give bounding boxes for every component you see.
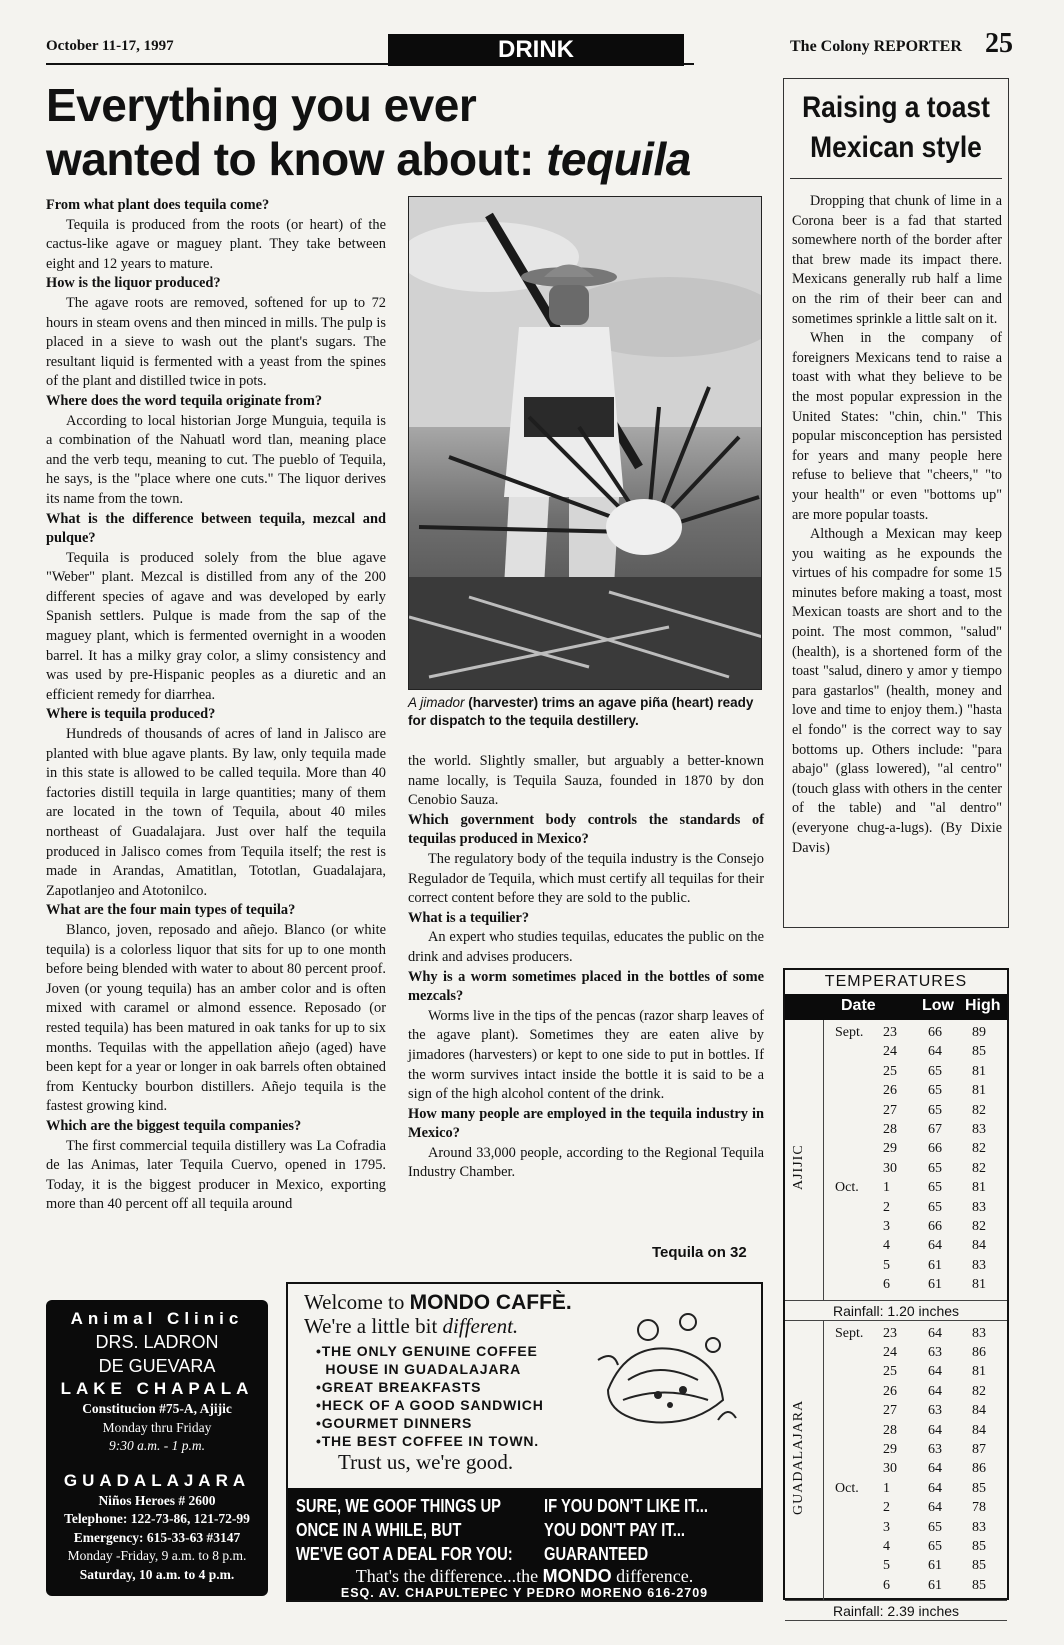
cell-high: 89 (972, 1025, 986, 1040)
sidebar-paragraph: Dropping that chunk of lime in a Corona beer is a fad that started somewhere north of the border after that brew made its impact there. Mexicans generally rub half a lime on the rim of their beer can and sometimes sprinkle a little salt on it. (792, 193, 1002, 327)
article-question: Which are the biggest tequila companies? (46, 1117, 302, 1134)
temperature-row (785, 1538, 1007, 1557)
cell-low: 65 (928, 1063, 942, 1079)
cell-day: 4 (883, 1538, 890, 1554)
cell-low: 64 (928, 1480, 942, 1496)
cell-low: 61 (928, 1558, 942, 1574)
cell-day: 27 (883, 1102, 897, 1118)
temperature-row (785, 1383, 1007, 1402)
section-banner: DRINK (388, 34, 684, 66)
cell-day: 28 (883, 1121, 897, 1137)
article-paragraph: the world. Slightly smaller, but arguably a better-known name locally, is Tequila Sauza, founded in 1870 by don Cenobio Sauza. (408, 753, 764, 809)
temperature-row (785, 1519, 1007, 1538)
cell-month: Sept. (835, 1325, 864, 1341)
header-high: High (965, 997, 1001, 1014)
cell-high: 81 (972, 1277, 986, 1293)
temperature-row (785, 1276, 1007, 1295)
cell-low: 64 (928, 1422, 942, 1438)
cell-high: 83 (972, 1257, 986, 1273)
cell-low: 64 (928, 1325, 942, 1341)
temperature-row (785, 1121, 1007, 1140)
temperature-row (785, 1344, 1007, 1363)
article-question: Where does the word tequila originate from? (46, 392, 323, 409)
ad-welcome-text: Welcome to (304, 1290, 410, 1314)
issue-date: October 11-17, 1997 (46, 38, 174, 54)
cell-low: 65 (928, 1083, 942, 1099)
article-question: What is a tequilier? (408, 909, 530, 926)
ad-feature-item: •GREAT BREAKFASTS (316, 1379, 482, 1395)
cell-day: 26 (883, 1083, 897, 1099)
cell-month: Oct. (835, 1180, 859, 1196)
cell-high: 83 (972, 1325, 986, 1341)
page-number: 25 (985, 28, 1013, 59)
cell-high: 86 (972, 1461, 986, 1477)
cell-day: 5 (883, 1257, 890, 1273)
cell-high: 81 (972, 1083, 986, 1099)
temperature-row (785, 1063, 1007, 1082)
harvester-photo (408, 196, 762, 690)
clinic-location-2: GUADALAJARA (63, 1470, 251, 1490)
cell-low: 65 (928, 1538, 942, 1554)
temperature-block (785, 1321, 1007, 1601)
clinic-hours-1: Monday thru Friday (102, 1419, 212, 1435)
ad-guarantee-band (288, 1488, 761, 1602)
ad-feature-item: •THE ONLY GENUINE COFFEE (316, 1343, 538, 1359)
cell-low: 63 (928, 1344, 942, 1360)
cell-high: 84 (972, 1422, 986, 1438)
cell-day: 5 (883, 1558, 890, 1574)
cell-high: 86 (972, 1344, 986, 1360)
article-question: How many people are employed in the tequila industry in Mexico? (408, 1105, 764, 1142)
article-paragraph: The regulatory body of the tequila industry is the Consejo Regulador de Tequila, which must certify all tequilas for their correct content before they are sold to the public. (408, 850, 764, 907)
article-paragraph: Tequila is produced solely from the blue agave "Weber" plant. Mezcal is distilled from any of the 200 different species of agave and was developed by early Spanish settlers. Pulque is made from the sap of the maguey plant, which is fermented overnight in a wooden barrel. It has a milky gray color, a slimy consistency and was used by pre-Hispanic peoples as a diuretic and an efficient remedy for diarrhea. (46, 549, 386, 703)
clinic-doctors-2: DE GUEVARA (98, 1356, 216, 1376)
location-label: GUADALAJARA (791, 1400, 806, 1516)
temperature-row (785, 1325, 1007, 1344)
caption-text: (harvester) trims an agave piña (heart) ready for dispatch to the tequila destillery. (408, 695, 754, 728)
article-paragraph: According to local historian Jorge Munguia, tequila is a combination of the Nahuatl word tlan, meaning place and the verb tequ, meaning to cut. The pueblo of Tequila, he says, is the "place where one cuts." The liquor derives its name from the town. (46, 412, 386, 507)
ad-difference-text-1: That's the difference...the (355, 1566, 543, 1586)
ad-difference-text-2: difference. (611, 1566, 694, 1586)
ad-feature-item: •GOURMET DINNERS (316, 1415, 473, 1431)
temperature-row (785, 1460, 1007, 1479)
cell-day: 3 (883, 1218, 890, 1234)
cell-day: 27 (883, 1403, 897, 1419)
cell-day: 30 (883, 1461, 897, 1477)
cell-day: 30 (883, 1160, 897, 1176)
temperature-row (785, 1441, 1007, 1460)
temperatures-title: TEMPERATURES (824, 973, 968, 990)
cell-high: 85 (972, 1577, 986, 1593)
cell-day: 26 (883, 1383, 897, 1399)
cell-high: 83 (972, 1121, 986, 1137)
temperature-row (785, 1082, 1007, 1101)
cell-high: 85 (972, 1480, 986, 1496)
cell-day: 29 (883, 1441, 897, 1457)
sidebar-paragraph: Although a Mexican may keep you waiting as he expounds the virtues of his compadre for some 15 minutes before making a toast, most Mexican toasts are short and to the point. The most common, "salud" (health), is a shortened form of the toast "salud, dinero y amor y tiempo para gastarlos" (health, money and love and time to enjoy them.) "hasta el fondo" is the correct way to say bottoms up. Others include: "para abajo" (glass lowered), "al centro" (touch glass with others in the center of the table) and "al dentro" (everyone chug-a-lugs). (By Dixie Davis) (792, 526, 1002, 856)
ad-band-line: ONCE IN A WHILE, BUT (296, 1520, 462, 1540)
article-paragraph: Tequila is produced from the roots (or heart) of the cactus-like agave or maguey plant. They take between eight and 12 years to mature. (46, 216, 386, 272)
cell-high: 82 (972, 1102, 986, 1118)
cell-high: 81 (972, 1364, 986, 1380)
article-question: How is the liquor produced? (46, 275, 221, 292)
temperature-row (785, 1422, 1007, 1441)
ad-tagline-emphasis: different. (442, 1314, 519, 1338)
cell-low: 64 (928, 1238, 942, 1254)
ad-feature-item: •THE BEST COFFEE IN TOWN. (316, 1433, 539, 1449)
article-question: Why is a worm sometimes placed in the bottles of some mezcals? (408, 968, 764, 1005)
ad-feature-item: HOUSE IN GUADALAJARA (316, 1361, 522, 1377)
sidebar-rule (790, 178, 1002, 179)
temperature-row (785, 1218, 1007, 1237)
cell-day: 4 (883, 1238, 890, 1254)
ad-welcome (304, 1290, 572, 1315)
article-paragraph: Worms live in the tips of the pencas (razor sharp leaves of the agave plant). Sometimes they are eaten alive by jimadores (harvesters) or kept to one side to put in bottles. If the worm survives intact inside the bottle it is said to be a sign of the high alcohol content of the drink. (408, 1007, 764, 1103)
temperature-row (785, 1199, 1007, 1218)
cell-low: 64 (928, 1364, 942, 1380)
cell-high: 84 (972, 1403, 986, 1419)
ad-address: ESQ. AV. CHAPULTEPEC Y PEDRO MORENO 616-2709 (340, 1586, 709, 1600)
ad-feature-item: •HECK OF A GOOD SANDWICH (316, 1397, 544, 1413)
temperature-row (785, 1557, 1007, 1576)
cell-high: 85 (972, 1558, 986, 1574)
caption-italic: A jimador (408, 695, 465, 710)
cell-day: 23 (883, 1025, 897, 1040)
ad-band-right (544, 1494, 757, 1566)
harvester-illustration (409, 197, 762, 690)
cell-high: 81 (972, 1063, 986, 1079)
clinic-hours-2: 9:30 a.m. - 1 p.m. (109, 1438, 205, 1453)
cell-high: 81 (972, 1180, 986, 1196)
ad-difference (288, 1566, 761, 1587)
cell-high: 84 (972, 1238, 986, 1254)
cell-high: 78 (972, 1500, 986, 1516)
sidebar-title-line-2: Mexican style (810, 131, 982, 164)
cell-high: 83 (972, 1519, 986, 1535)
ad-tagline-text: We're a little bit (304, 1314, 443, 1338)
temperatures-header (785, 994, 1007, 1020)
article-column-2 (408, 752, 764, 1183)
article-paragraph: Hundreds of thousands of acres of land in Jalisco are planted with blue agave plants. By law, only tequila made in this state is allowed to be called tequila. More than 40 factories distill tequila in large quantities; many of them are located in the town of Tequila, about 40 miles northeast of Guadalajara. Just over half the tequila produced in Jalisco comes from Tequila itself; the rest is made in Arandas, Amatitlan, Tototlan, Guadalajara, Zapotlanjeo and Atotonilco. (46, 726, 386, 899)
animal-clinic-ad (46, 1300, 268, 1596)
cell-low: 65 (928, 1102, 942, 1118)
article-paragraph: Around 33,000 people, according to the Regional Tequila Industry Chamber. (408, 1144, 764, 1181)
cell-high: 87 (972, 1441, 986, 1457)
continued-jump[interactable]: Tequila on 32 (652, 1244, 747, 1261)
cell-low: 66 (928, 1141, 942, 1157)
article-question: From what plant does tequila come? (46, 197, 270, 213)
temperature-row (785, 1402, 1007, 1421)
ad-cafe-name: MONDO CAFFÈ. (409, 1291, 572, 1314)
cell-day: 1 (883, 1480, 890, 1496)
temperature-row (785, 1363, 1007, 1382)
cell-low: 67 (928, 1121, 942, 1137)
temperature-row (785, 1102, 1007, 1121)
cell-low: 64 (928, 1044, 942, 1060)
temperature-row (785, 1160, 1007, 1179)
coffee-illustration (588, 1300, 738, 1440)
sidebar-text (792, 192, 1002, 858)
temperature-row (785, 1024, 1007, 1043)
temperature-row (785, 1237, 1007, 1256)
temperature-row (785, 1577, 1007, 1596)
rainfall-total: Rainfall: 2.39 inches (785, 1600, 1007, 1621)
ad-band-line: WE'VE GOT A DEAL FOR YOU: (296, 1544, 513, 1564)
temperature-row (785, 1043, 1007, 1062)
cell-day: 24 (883, 1044, 897, 1060)
cell-day: 24 (883, 1344, 897, 1360)
headline-line-2 (46, 132, 746, 186)
ad-band-line: GUARANTEED (544, 1544, 649, 1564)
temperature-row (785, 1179, 1007, 1198)
temperature-row (785, 1480, 1007, 1499)
cell-low: 64 (928, 1383, 942, 1399)
cell-day: 6 (883, 1277, 890, 1293)
cell-day: 3 (883, 1519, 890, 1535)
cell-high: 85 (972, 1044, 986, 1060)
cell-high: 82 (972, 1141, 986, 1157)
cell-low: 64 (928, 1461, 942, 1477)
article-question: Which government body controls the standards of tequilas produced in Mexico? (408, 811, 764, 848)
cell-day: 28 (883, 1422, 897, 1438)
photo-caption (408, 694, 768, 730)
ad-feature-list (316, 1342, 544, 1450)
temperature-row (785, 1257, 1007, 1276)
cell-low: 65 (928, 1160, 942, 1176)
location-label: AJIJIC (791, 1144, 806, 1190)
clinic-telephone: Telephone: 122-73-86, 121-72-99 (64, 1511, 250, 1526)
paper-name: The Colony REPORTER (790, 38, 962, 55)
cell-low: 63 (928, 1403, 942, 1419)
rainfall-total: Rainfall: 1.20 inches (785, 1300, 1007, 1321)
cell-high: 82 (972, 1218, 986, 1234)
article-paragraph: The first commercial tequila distillery was La Cofradia de las Animas, later Tequila Cuervo, opened in 1795. Today, it is the biggest producer in Mexico, exporting more than 40 percent off all tequila around (46, 1137, 386, 1213)
cell-day: 25 (883, 1364, 897, 1380)
article-column-1 (46, 196, 386, 1215)
cell-low: 65 (928, 1199, 942, 1215)
header-date: Date (841, 997, 876, 1014)
cell-low: 61 (928, 1257, 942, 1273)
article-paragraph: Blanco, joven, reposado and añejo. Blanco (or white tequila) is a colorless liquor that sits for up to one month before being blended with water to about 80 percent proof. Joven (or young tequila) has an amber color and is often mixed with caramel or almond essence. Reposado (or rested tequila) has been matured in oak tanks for up to six months. Tequilas with the appellation añejo (aged) have been kept for a year or longer in oak barrels often obtained from Kentucky bourbon distillers. Añejo tequila is the fastest growing kind. (46, 921, 386, 1115)
article-question: What are the four main types of tequila? (46, 902, 296, 919)
ad-trust-line: Trust us, we're good. (338, 1450, 514, 1474)
mondo-caffe-ad (286, 1282, 763, 1602)
headline-line-1: Everything you ever (46, 79, 477, 131)
clinic-location-1: LAKE CHAPALA (60, 1379, 254, 1398)
clinic-address-2: Niños Heroes # 2600 (98, 1492, 216, 1508)
cell-month: Sept. (835, 1025, 864, 1040)
cell-day: 25 (883, 1063, 897, 1079)
clinic-doctors-1: DRS. LADRON (95, 1332, 219, 1352)
ad-band-line: YOU DON'T PAY IT... (544, 1520, 686, 1540)
sidebar-title-line-1: Raising a toast (802, 91, 990, 124)
cell-high: 82 (972, 1160, 986, 1176)
ad-tagline (304, 1314, 518, 1339)
article-question: Where is tequila produced? (46, 706, 216, 723)
cell-high: 83 (972, 1199, 986, 1215)
article-paragraph: The agave roots are removed, softened for up to 72 hours in steam ovens and then minced in mills. The pulp is placed in a sieve to wash out the plant's sugars. The resultant liquid is fermented with a yeast from the spines of the plant and distilled twice in pots. (46, 294, 386, 390)
cell-day: 29 (883, 1141, 897, 1157)
temperatures-table (783, 968, 1009, 1620)
cell-low: 61 (928, 1277, 942, 1293)
cell-low: 61 (928, 1577, 942, 1593)
cell-low: 66 (928, 1025, 942, 1040)
temperatures-body (785, 1020, 1007, 1621)
cell-high: 85 (972, 1538, 986, 1554)
cell-low: 64 (928, 1500, 942, 1516)
cell-day: 2 (883, 1500, 890, 1516)
headline-line-2-text: wanted to know about: (46, 133, 547, 185)
cell-day: 6 (883, 1577, 890, 1593)
cell-low: 65 (928, 1180, 942, 1196)
clinic-hours-3: Monday -Friday, 9 a.m. to 8 p.m. (67, 1548, 247, 1563)
cell-day: 23 (883, 1325, 897, 1341)
cell-day: 2 (883, 1199, 890, 1215)
clinic-name: Animal Clinic (70, 1309, 244, 1328)
article-paragraph: An expert who studies tequilas, educates the public on the drink and advises producers. (408, 929, 764, 965)
header-low: Low (922, 997, 954, 1014)
temperature-row (785, 1499, 1007, 1518)
sidebar-title (797, 88, 996, 168)
ad-difference-brand: MONDO (542, 1566, 612, 1586)
ad-band-left (296, 1494, 526, 1566)
cell-month: Oct. (835, 1480, 859, 1496)
cell-low: 66 (928, 1218, 942, 1234)
clinic-emergency: Emergency: 615-33-63 #3147 (73, 1529, 241, 1545)
ad-band-line: SURE, WE GOOF THINGS UP (296, 1496, 502, 1516)
temperature-block (785, 1020, 1007, 1300)
headline-emphasis: tequila (546, 133, 691, 185)
cell-high: 82 (972, 1383, 986, 1399)
ad-band-line: IF YOU DON'T LIKE IT... (544, 1496, 708, 1516)
cell-day: 1 (883, 1180, 890, 1196)
cell-low: 65 (928, 1519, 942, 1535)
temperature-row (785, 1140, 1007, 1159)
clinic-hours-4: Saturday, 10 a.m. to 4 p.m. (79, 1566, 235, 1582)
cell-low: 63 (928, 1441, 942, 1457)
sidebar-paragraph: When in the company of foreigners Mexicans tend to raise a toast with what they believe to be the most popular expression in the United States: "chin, chin." This popular misconception has persisted for years and many people here refuse to believe that "cheers," "to your health" or even "bottoms up" are more popular toasts. (792, 330, 1002, 523)
article-question: What is the difference between tequila, mezcal and pulque? (46, 510, 386, 547)
clinic-address-1: Constitucion #75-A, Ajijic (82, 1401, 232, 1416)
main-headline (46, 78, 746, 186)
